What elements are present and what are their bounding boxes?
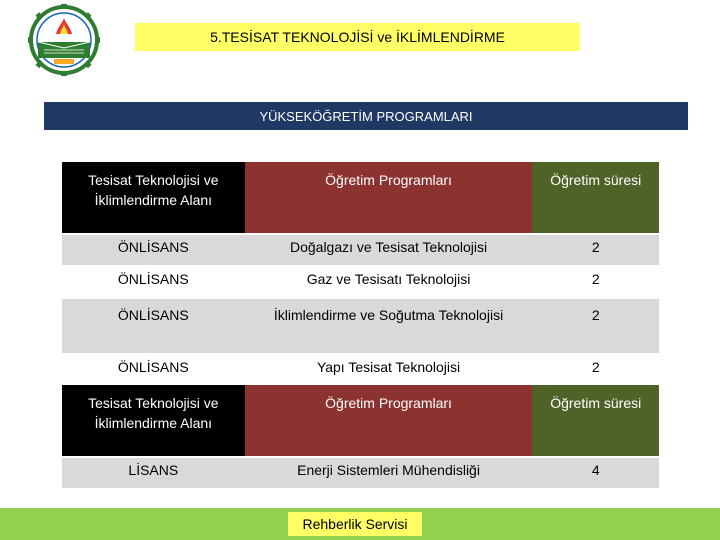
programs-header: Öğretim Programları	[245, 385, 533, 458]
level-cell: ÖNLİSANS	[62, 235, 245, 267]
duration-cell: 2	[532, 267, 659, 299]
table-row	[62, 458, 659, 490]
level-cell: ÖNLİSANS	[62, 355, 245, 385]
duration-cell: 4	[532, 458, 659, 490]
program-cell: Enerji Sistemleri Mühendisliği	[245, 458, 533, 490]
footer-label: Rehberlik Servisi	[288, 512, 422, 536]
table-header-row	[62, 162, 659, 235]
school-logo	[6, 4, 122, 76]
program-cell: Yapı Tesisat Teknolojisi	[245, 355, 533, 385]
level-cell: ÖNLİSANS	[62, 299, 245, 355]
duration-cell: 2	[532, 235, 659, 267]
duration-header: Öğretim süresi	[532, 162, 659, 235]
programs-table	[62, 162, 659, 490]
level-cell: LİSANS	[62, 458, 245, 490]
program-cell: Doğalgazı ve Tesisat Teknolojisi	[245, 235, 533, 267]
area-header: Tesisat Teknolojisi ve İklimlendirme Alanı	[62, 162, 245, 235]
table-row	[62, 299, 659, 355]
programs-header: Öğretim Programları	[245, 162, 533, 235]
level-cell: ÖNLİSANS	[62, 267, 245, 299]
area-header: Tesisat Teknolojisi ve İklimlendirme Alanı	[62, 385, 245, 458]
school-emblem-icon	[6, 4, 122, 76]
duration-cell: 2	[532, 299, 659, 355]
duration-cell: 2	[532, 355, 659, 385]
program-cell: İklimlendirme ve Soğutma Teknolojisi	[245, 299, 533, 355]
table-row	[62, 267, 659, 299]
section-subtitle: YÜKSEKÖĞRETİM PROGRAMLARI	[44, 102, 688, 130]
table-header-row	[62, 385, 659, 458]
program-cell: Gaz ve Tesisatı Teknolojisi	[245, 267, 533, 299]
table-row	[62, 355, 659, 385]
table-row	[62, 235, 659, 267]
duration-header: Öğretim süresi	[532, 385, 659, 458]
page-title: 5.TESİSAT TEKNOLOJİSİ ve İKLİMLENDİRME	[135, 23, 580, 51]
